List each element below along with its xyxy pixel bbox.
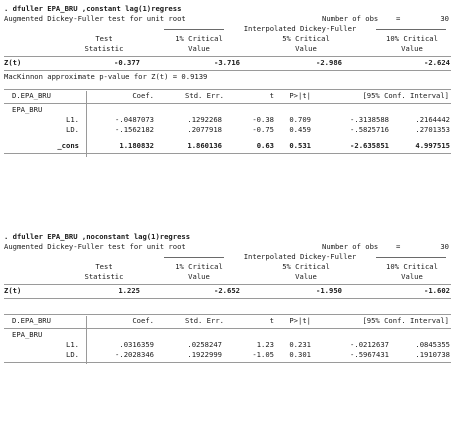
reg-col-se: Std. Err. bbox=[185, 91, 224, 100]
row-coef: 1.180832 bbox=[119, 141, 154, 150]
reg-group-row bbox=[4, 105, 451, 115]
col-statistic: Statistic bbox=[84, 44, 124, 53]
reg-col-ci: [95% Conf. Interval] bbox=[362, 91, 449, 100]
test-title: Augmented Dickey-Fuller test for unit root bbox=[4, 242, 186, 251]
nobs-equals: = bbox=[396, 242, 401, 251]
idf-title-row bbox=[4, 252, 451, 262]
col-value-2: Value bbox=[295, 44, 317, 53]
nobs-label: Number of obs bbox=[322, 242, 379, 251]
row-coef: -.2028346 bbox=[115, 350, 154, 359]
row-name: L1. bbox=[66, 115, 79, 124]
reg-header-row bbox=[4, 316, 451, 326]
reg-header-row bbox=[4, 91, 451, 101]
col-value-2: Value bbox=[295, 272, 317, 281]
row-p: 0.459 bbox=[289, 125, 311, 134]
row-ci-low: -.0212637 bbox=[350, 340, 389, 349]
zt-label: Z(t) bbox=[4, 58, 22, 67]
divider bbox=[4, 314, 451, 315]
row-p: 0.301 bbox=[289, 350, 311, 359]
idf-title: Interpolated Dickey-Fuller bbox=[243, 252, 357, 261]
zt-crit-5pct: -2.986 bbox=[316, 58, 342, 67]
row-se: 1.860136 bbox=[187, 141, 222, 150]
command-line: . dfuller EPA_BRU ,constant lag(1)regress bbox=[4, 4, 182, 13]
row-ci-high: 4.997515 bbox=[415, 141, 450, 150]
reg-col-p: P>|t| bbox=[289, 91, 311, 100]
divider bbox=[4, 89, 451, 90]
row-p: 0.709 bbox=[289, 115, 311, 124]
reg-col-se: Std. Err. bbox=[185, 316, 224, 325]
nobs-label: Number of obs bbox=[322, 14, 379, 23]
nobs-equals: = bbox=[396, 14, 401, 23]
row-coef: .0316359 bbox=[119, 340, 154, 349]
reg-col-t: t bbox=[269, 91, 274, 100]
row-ci-high: .2164442 bbox=[415, 115, 450, 124]
reg-col-p: P>|t| bbox=[289, 316, 311, 325]
reg-col-coef: Coef. bbox=[132, 316, 154, 325]
row-se: .1292268 bbox=[187, 115, 222, 124]
row-ci-low: -2.635851 bbox=[350, 141, 389, 150]
divider bbox=[4, 70, 451, 71]
zt-crit-1pct: -2.652 bbox=[214, 286, 240, 295]
row-ci-high: .0845355 bbox=[415, 340, 450, 349]
divider bbox=[4, 328, 451, 329]
row-ci-low: -.5825716 bbox=[350, 125, 389, 134]
table-row bbox=[4, 340, 451, 350]
nobs-value: 30 bbox=[440, 242, 449, 251]
row-t: 0.63 bbox=[256, 141, 274, 150]
row-ci-low: -.3138588 bbox=[350, 115, 389, 124]
reg-group-label: EPA_BRU bbox=[12, 330, 43, 339]
zt-crit-10pct: -2.624 bbox=[424, 58, 450, 67]
crit-subheader-row bbox=[4, 272, 451, 282]
row-t: 1.23 bbox=[256, 340, 274, 349]
crit-subheader-row bbox=[4, 44, 451, 54]
dfuller-constant-output bbox=[4, 4, 451, 155]
zt-statistic: 1.225 bbox=[118, 286, 140, 295]
nobs-value: 30 bbox=[440, 14, 449, 23]
zt-statistic: -0.377 bbox=[114, 58, 140, 67]
command-line: . dfuller EPA_BRU ,noconstant lag(1)regress bbox=[4, 232, 191, 241]
divider bbox=[4, 103, 451, 104]
reg-col-coef: Coef. bbox=[132, 91, 154, 100]
row-t: -1.05 bbox=[252, 350, 274, 359]
row-se: .0258247 bbox=[187, 340, 222, 349]
table-row bbox=[4, 115, 451, 125]
dfuller-noconstant-output bbox=[4, 232, 451, 364]
col-value-1: Value bbox=[188, 44, 210, 53]
row-ci-low: -.5967431 bbox=[350, 350, 389, 359]
zt-label: Z(t) bbox=[4, 286, 22, 295]
col-10pct: 10% Critical bbox=[386, 34, 438, 43]
divider bbox=[4, 362, 451, 363]
reg-col-t: t bbox=[269, 316, 274, 325]
reg-body bbox=[4, 105, 451, 155]
zt-crit-1pct: -3.716 bbox=[214, 58, 240, 67]
row-se: .2077918 bbox=[187, 125, 222, 134]
zt-crit-5pct: -1.950 bbox=[316, 286, 342, 295]
test-title: Augmented Dickey-Fuller test for unit root bbox=[4, 14, 186, 23]
row-se: .1922999 bbox=[187, 350, 222, 359]
table-row bbox=[4, 141, 451, 151]
divider bbox=[4, 298, 451, 299]
reg-depvar: D.EPA_BRU bbox=[12, 91, 51, 100]
zt-row bbox=[4, 286, 451, 296]
idf-line-right bbox=[376, 257, 446, 258]
col-statistic: Statistic bbox=[84, 272, 124, 281]
reg-group-row bbox=[4, 330, 451, 340]
col-value-3: Value bbox=[401, 44, 423, 53]
table-row bbox=[4, 350, 451, 360]
row-name: _cons bbox=[57, 141, 79, 150]
zt-row bbox=[4, 58, 451, 68]
row-coef: -.1562182 bbox=[115, 125, 154, 134]
col-1pct: 1% Critical bbox=[175, 262, 223, 271]
col-test: Test bbox=[95, 34, 113, 43]
col-value-3: Value bbox=[401, 272, 423, 281]
divider bbox=[4, 284, 451, 285]
test-header-row bbox=[4, 242, 451, 252]
crit-header-row bbox=[4, 262, 451, 272]
pvalue-line: MacKinnon approximate p-value for Z(t) = 0.9139 bbox=[4, 72, 208, 81]
divider bbox=[4, 56, 451, 57]
reg-depvar: D.EPA_BRU bbox=[12, 316, 51, 325]
col-10pct: 10% Critical bbox=[386, 262, 438, 271]
idf-line-right bbox=[376, 29, 446, 30]
reg-group-label: EPA_BRU bbox=[12, 105, 43, 114]
zt-crit-10pct: -1.602 bbox=[424, 286, 450, 295]
col-1pct: 1% Critical bbox=[175, 34, 223, 43]
row-ci-high: .1910738 bbox=[415, 350, 450, 359]
row-name: LD. bbox=[66, 350, 79, 359]
idf-line-left bbox=[164, 29, 224, 30]
idf-line-left bbox=[164, 257, 224, 258]
col-5pct: 5% Critical bbox=[282, 34, 330, 43]
idf-title-row bbox=[4, 24, 451, 34]
reg-body bbox=[4, 330, 451, 364]
col-value-1: Value bbox=[188, 272, 210, 281]
test-header-row bbox=[4, 14, 451, 24]
table-row bbox=[4, 125, 451, 135]
row-ci-high: .2701353 bbox=[415, 125, 450, 134]
crit-header-row bbox=[4, 34, 451, 44]
row-p: 0.531 bbox=[289, 141, 311, 150]
divider bbox=[4, 153, 451, 154]
row-name: L1. bbox=[66, 340, 79, 349]
col-test: Test bbox=[95, 262, 113, 271]
row-t: -0.38 bbox=[252, 115, 274, 124]
col-5pct: 5% Critical bbox=[282, 262, 330, 271]
reg-col-ci: [95% Conf. Interval] bbox=[362, 316, 449, 325]
row-t: -0.75 bbox=[252, 125, 274, 134]
row-p: 0.231 bbox=[289, 340, 311, 349]
row-name: LD. bbox=[66, 125, 79, 134]
idf-title: Interpolated Dickey-Fuller bbox=[243, 24, 357, 33]
row-coef: -.0487073 bbox=[115, 115, 154, 124]
